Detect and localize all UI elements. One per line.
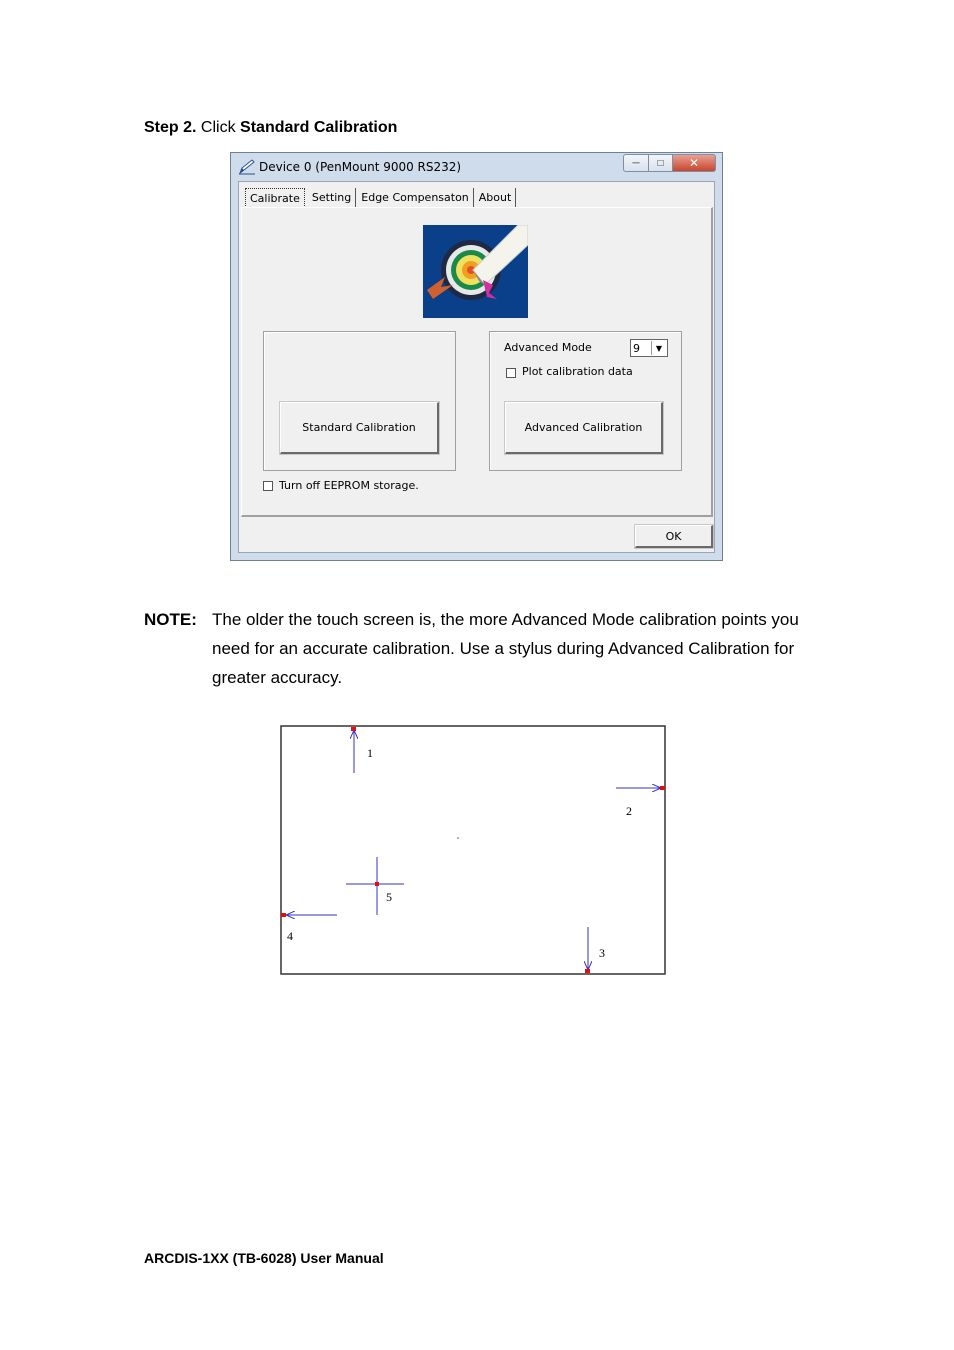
close-icon: ✕ xyxy=(688,156,700,170)
tab-calibrate[interactable]: Calibrate xyxy=(245,188,305,208)
step-label: Step 2. xyxy=(144,119,197,136)
calibration-points-diagram xyxy=(280,725,666,975)
eeprom-checkbox[interactable] xyxy=(263,481,273,491)
advanced-calibration-button[interactable] xyxy=(505,402,663,454)
eeprom-label: Turn off EEPROM storage. xyxy=(279,479,419,492)
tab-bar xyxy=(245,188,517,208)
point-3 xyxy=(585,969,590,973)
footer-text: ARCDIS-1XX (TB-6028) User Manual xyxy=(144,1250,384,1266)
plot-calibration-label: Plot calibration data xyxy=(522,365,633,378)
point-3-label: 3 xyxy=(599,946,605,960)
advanced-mode-label: Advanced Mode xyxy=(504,341,592,354)
plot-calibration-checkbox[interactable] xyxy=(506,368,516,378)
point-4-label: 4 xyxy=(287,929,293,943)
standard-calibration-label: Standard Calibration xyxy=(302,421,416,434)
device-dialog xyxy=(230,152,723,561)
window-title: Device 0 (PenMount 9000 RS232) xyxy=(259,160,462,174)
title-bar xyxy=(231,153,722,181)
ok-label: OK xyxy=(665,529,682,543)
point-1-label: 1 xyxy=(367,746,373,760)
close-button[interactable] xyxy=(673,154,716,172)
minimize-icon: ─ xyxy=(632,157,640,169)
note-text: The older the touch screen is, the more Advanced Mode calibration points you need for an accurate calibration. Use a stylus during Advanced Calibration for greater accuracy. xyxy=(212,610,799,687)
minimize-button[interactable] xyxy=(623,154,649,172)
center-dot xyxy=(457,837,459,839)
calibration-target-icon xyxy=(423,225,528,318)
tab-edge-compensation[interactable]: Edge Compensaton xyxy=(357,188,474,208)
maximize-icon: □ xyxy=(657,157,664,169)
point-4 xyxy=(281,913,286,917)
advanced-calibration-label: Advanced Calibration xyxy=(524,421,643,434)
maximize-button[interactable] xyxy=(649,154,673,172)
standard-calibration-button[interactable] xyxy=(280,402,439,454)
chevron-down-icon[interactable]: ▼ xyxy=(651,341,666,355)
screen-frame xyxy=(281,726,665,974)
tab-setting[interactable]: Setting xyxy=(308,188,356,208)
point-2-label: 2 xyxy=(626,804,632,818)
advanced-mode-value: 9 xyxy=(633,342,640,355)
tab-about[interactable]: About xyxy=(475,188,517,208)
advanced-mode-select[interactable] xyxy=(630,339,668,357)
step-heading xyxy=(144,119,397,137)
note-label: NOTE: xyxy=(144,610,197,629)
pen-icon xyxy=(238,159,256,175)
step-verb: Click xyxy=(200,119,236,136)
point-5 xyxy=(375,882,379,886)
point-1 xyxy=(351,727,356,731)
point-2 xyxy=(660,786,665,790)
ok-button[interactable] xyxy=(635,525,713,548)
window-controls xyxy=(623,154,716,173)
point-5-label: 5 xyxy=(386,890,392,904)
step-target: Standard Calibration xyxy=(240,119,398,136)
